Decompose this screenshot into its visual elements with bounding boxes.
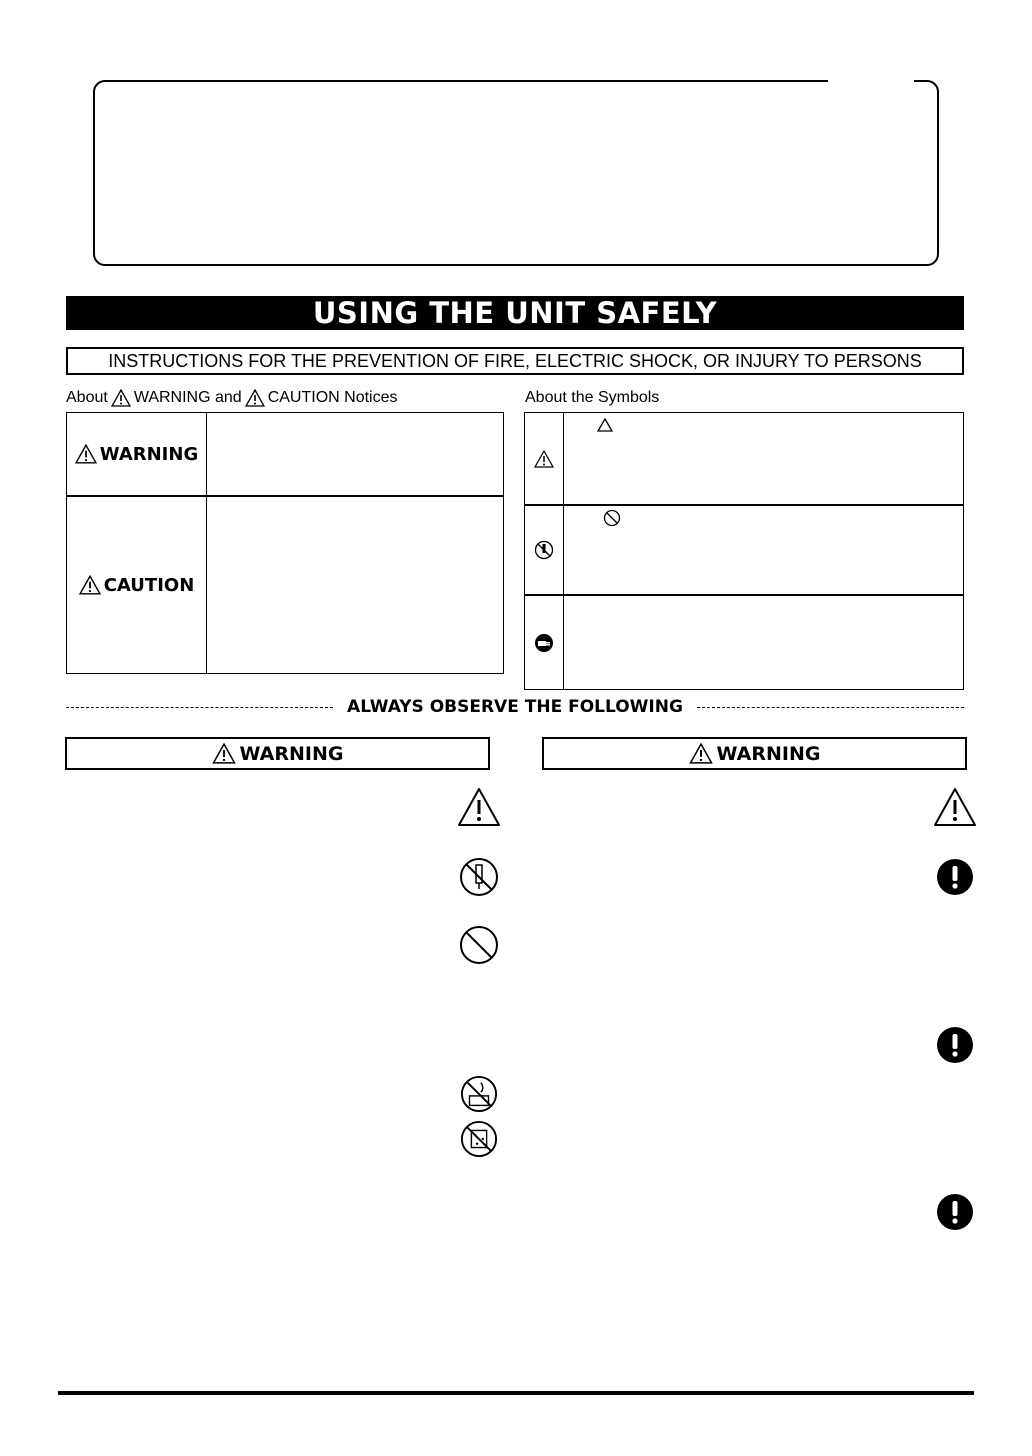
caution-triangle-icon [245,389,265,407]
table-divider [206,413,207,673]
about-prefix: About [66,389,108,406]
warning-triangle-icon [212,743,236,764]
warning-triangle-icon [111,389,131,407]
always-observe-text: ALWAYS OBSERVE THE FOLLOWING [347,697,683,717]
notice-frame [93,80,939,266]
left-warning-label: WARNING [239,742,344,765]
mandatory-action-icon [936,1026,974,1064]
mandatory-action-icon [936,1193,974,1231]
right-warning-heading [542,737,967,770]
caution-triangle-icon [79,575,101,595]
warning-triangle-icon [75,444,97,464]
table-divider [525,594,963,596]
dashed-rule [697,707,964,708]
about-symbols-label: About the Symbols [525,389,660,406]
no-moisture-icon [460,1120,498,1158]
unplug-icon [525,596,563,690]
caution-triangle-icon [525,413,563,504]
caution-notice-label [67,497,206,673]
instructions-heading: INSTRUCTIONS FOR THE PREVENTION OF FIRE, ELECTRIC SHOCK, OR INJURY TO PERSONS [66,347,964,375]
page-title: USING THE UNIT SAFELY [66,296,964,330]
warning-notice-label [67,413,206,495]
about-caution-text: CAUTION Notices [267,389,398,406]
table-divider [525,504,963,506]
prohibition-icon [603,509,621,527]
about-notices-label [66,387,397,409]
do-not-disassemble-icon [459,857,499,897]
symbols-table [524,412,964,690]
caution-label-text: CAUTION [103,574,195,596]
small-triangle-icon [597,418,613,432]
do-not-disassemble-icon [525,506,563,594]
notice-table [66,412,504,674]
about-warning-text: WARNING and [133,389,242,406]
dashed-rule [66,707,333,708]
bottom-rule [58,1391,974,1395]
table-divider [563,413,564,689]
warning-triangle-icon [933,787,977,827]
warning-triangle-icon [689,743,713,764]
left-warning-heading [65,737,490,770]
warning-triangle-icon [457,787,501,827]
mandatory-action-icon [936,858,974,896]
frame-gap [828,76,914,84]
no-water-icon [460,1075,498,1113]
prohibition-icon [459,925,499,965]
always-observe-heading [66,695,964,719]
warning-label-text: WARNING [99,443,199,465]
right-warning-label: WARNING [716,742,821,765]
